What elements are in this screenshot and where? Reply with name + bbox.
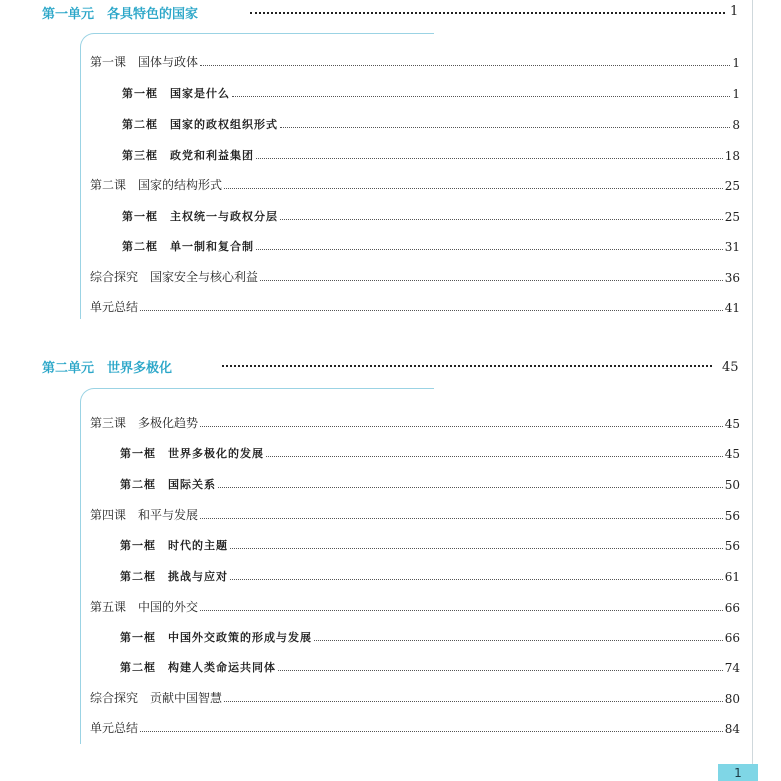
toc-entry-section[interactable] <box>122 83 740 101</box>
dot-leader <box>140 310 723 311</box>
dot-leader <box>224 701 723 702</box>
toc-entry-section[interactable] <box>122 236 740 254</box>
dot-leader <box>232 96 730 97</box>
entry-title: 第三课 多极化趋势 <box>90 416 199 430</box>
entry-page: 66 <box>724 601 740 615</box>
entry-title: 第一框 主权统一与政权分层 <box>122 210 278 223</box>
entry-page: 74 <box>724 661 740 675</box>
dot-leader <box>260 280 723 281</box>
entry-page: 56 <box>724 509 740 523</box>
entry-page: 41 <box>724 301 740 315</box>
dot-leader <box>280 127 730 128</box>
entry-title: 第二框 国际关系 <box>120 478 216 491</box>
entry-title: 第一框 时代的主题 <box>120 539 228 552</box>
dot-leader <box>280 219 723 220</box>
entry-page: 18 <box>724 149 740 163</box>
toc-entry-lesson[interactable] <box>90 267 740 285</box>
dot-leader <box>200 426 723 427</box>
dot-leader <box>266 456 723 457</box>
toc-entry-lesson[interactable] <box>90 175 740 193</box>
entry-page: 31 <box>724 240 740 254</box>
unit-2-title[interactable]: 第二单元 世界多极化 <box>42 361 173 376</box>
unit-1-title[interactable]: 第一单元 各具特色的国家 <box>42 7 199 22</box>
unit-1-frame-tail <box>94 33 434 34</box>
entry-title: 第一框 国家是什么 <box>122 87 230 100</box>
toc-entry-lesson[interactable] <box>90 718 740 736</box>
toc-entry-section[interactable] <box>120 566 740 584</box>
entry-title: 第五课 中国的外交 <box>90 600 199 614</box>
entry-title: 第一框 中国外交政策的形成与发展 <box>120 631 312 644</box>
toc-entry-lesson[interactable] <box>90 413 740 431</box>
entry-page: 25 <box>724 179 740 193</box>
dot-leader <box>200 610 723 611</box>
unit-1-leader <box>250 12 725 14</box>
dot-leader <box>256 249 723 250</box>
toc-entry-lesson[interactable] <box>90 688 740 706</box>
dot-leader <box>200 65 730 66</box>
entry-title: 第二课 国家的结构形式 <box>90 178 223 192</box>
entry-title: 第二框 挑战与应对 <box>120 570 228 583</box>
unit-1-page: 1 <box>730 4 739 19</box>
toc-entry-lesson[interactable] <box>90 297 740 315</box>
right-margin-rule <box>752 0 753 781</box>
toc-entry-section[interactable] <box>120 627 740 645</box>
toc-entry-section[interactable] <box>120 657 740 675</box>
dot-leader <box>278 670 723 671</box>
page-number-badge <box>718 764 758 781</box>
toc-entry-section[interactable] <box>120 535 740 553</box>
toc-entry-section[interactable] <box>120 474 740 492</box>
entry-title: 第三框 政党和利益集团 <box>122 149 254 162</box>
entry-page: 1 <box>732 56 740 70</box>
entry-page: 1 <box>732 87 740 101</box>
entry-page: 66 <box>724 631 740 645</box>
entry-title: 单元总结 <box>90 300 139 314</box>
toc-entry-lesson[interactable] <box>90 505 740 523</box>
dot-leader <box>230 579 723 580</box>
page-number: 1 <box>734 765 742 780</box>
entry-page: 45 <box>724 417 740 431</box>
entry-page: 84 <box>724 722 740 736</box>
entry-title: 综合探究 国家安全与核心利益 <box>90 270 259 284</box>
entry-title: 第一框 世界多极化的发展 <box>120 447 264 460</box>
toc-entry-section[interactable] <box>120 443 740 461</box>
unit-2-leader <box>222 365 712 367</box>
entry-page: 25 <box>724 210 740 224</box>
entry-title: 综合探究 贡献中国智慧 <box>90 691 223 705</box>
entry-page: 50 <box>724 478 740 492</box>
dot-leader <box>200 518 723 519</box>
entry-page: 56 <box>724 539 740 553</box>
entry-page: 45 <box>724 447 740 461</box>
entry-title: 单元总结 <box>90 721 139 735</box>
dot-leader <box>218 487 723 488</box>
dot-leader <box>140 731 723 732</box>
entry-page: 36 <box>724 271 740 285</box>
entry-page: 61 <box>724 570 740 584</box>
entry-title: 第四课 和平与发展 <box>90 508 199 522</box>
unit-2-frame-tail <box>94 388 434 389</box>
entry-page: 8 <box>732 118 740 132</box>
toc-entry-section[interactable] <box>122 145 740 163</box>
toc-entry-lesson[interactable] <box>90 597 740 615</box>
toc-entry-section[interactable] <box>122 206 740 224</box>
dot-leader <box>314 640 723 641</box>
entry-title: 第二框 单一制和复合制 <box>122 240 254 253</box>
dot-leader <box>224 188 723 189</box>
entry-title: 第二框 国家的政权组织形式 <box>122 118 278 131</box>
entry-page: 80 <box>724 692 740 706</box>
toc-entry-section[interactable] <box>122 114 740 132</box>
entry-title: 第一课 国体与政体 <box>90 55 199 69</box>
dot-leader <box>256 158 723 159</box>
toc-entry-lesson[interactable] <box>90 52 740 70</box>
dot-leader <box>230 548 723 549</box>
unit-2-page: 45 <box>722 360 739 375</box>
entry-title: 第二框 构建人类命运共同体 <box>120 661 276 674</box>
